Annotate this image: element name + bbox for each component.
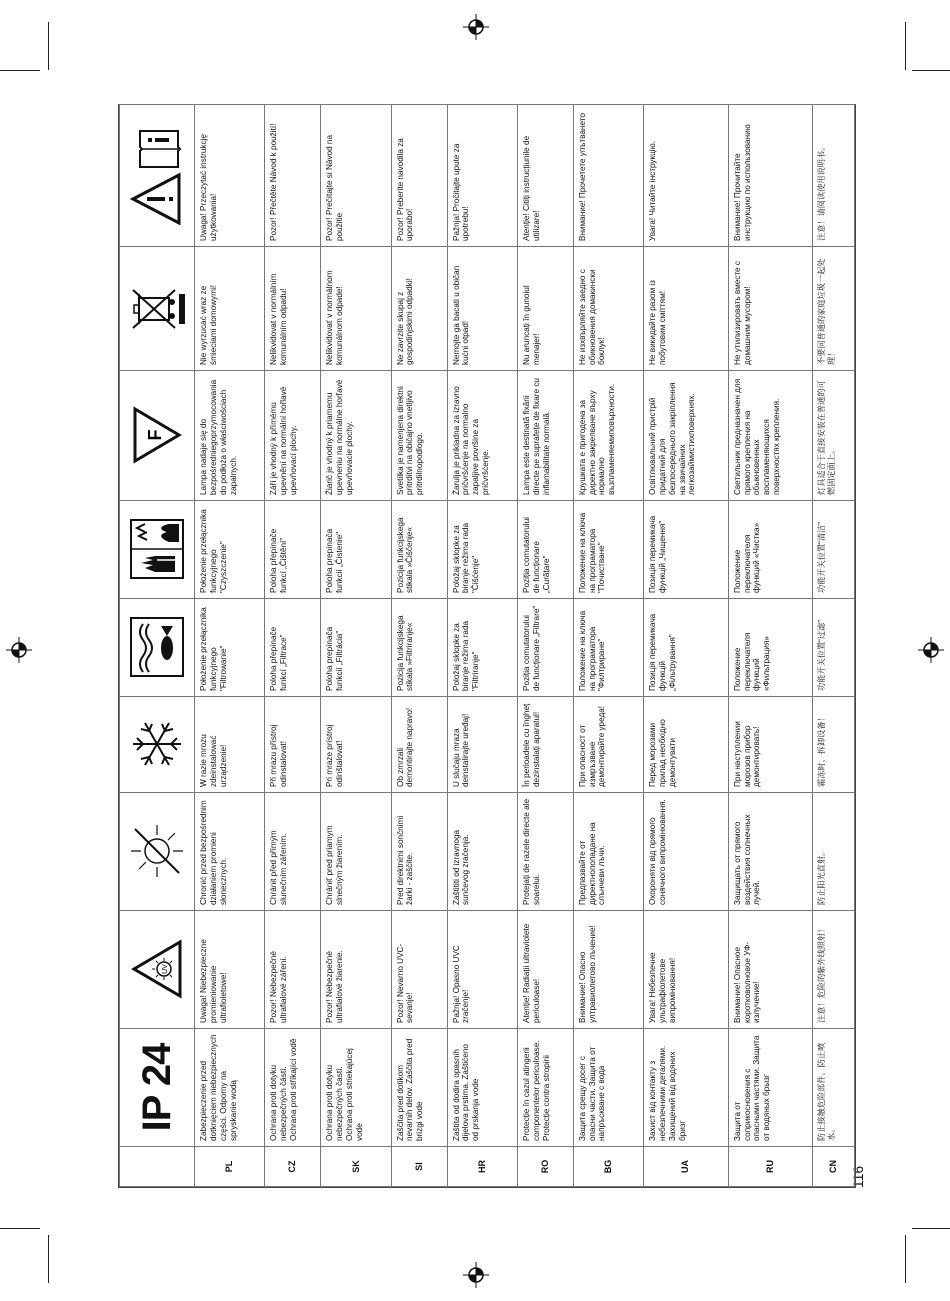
language-code: RU bbox=[728, 1147, 813, 1187]
crop-mark bbox=[0, 70, 40, 71]
header-flammable-surface bbox=[120, 371, 195, 501]
language-row-sk bbox=[321, 105, 391, 1187]
cell-clean-mode: Położenie przełącznika funkcyjnego "Czyszczenie" bbox=[195, 501, 265, 599]
cell-flammable-surface: Svetilka je namenjena direktni pritrditvi na običajno vnetljivo pritrdilnopodlogo. bbox=[391, 371, 447, 501]
registration-mark-icon bbox=[6, 637, 32, 663]
header-no-sunlight bbox=[120, 793, 195, 911]
flammable-mounting-icon bbox=[131, 406, 183, 466]
cell-filter-mode: Poloha prepínača funkcií „Filtrácia" bbox=[321, 599, 391, 697]
svg-text:UV: UV bbox=[162, 964, 169, 975]
header-filter-mode bbox=[120, 599, 195, 697]
cell-no-sunlight: Защищать от прямого воздействия солнечных лучей. bbox=[728, 793, 813, 911]
svg-text:F: F bbox=[145, 430, 165, 441]
language-code: UA bbox=[644, 1147, 729, 1187]
cell-flammable-surface: Освітлювальний пристрій придатний для безпосереднього закріплення на звичайних легкозаймистихповерхнях. bbox=[644, 371, 729, 501]
cell-clean-mode: Положение на ключа на програматора "Почистване" bbox=[573, 501, 643, 599]
cell-uv-warning: Внимание! Опасно ултравиолетово лъчение! bbox=[573, 911, 643, 1029]
cell-ip-rating: Ochrana proti dotyku nebezpečných častí. Ochrana proti striekajúcej vode bbox=[321, 1029, 391, 1147]
cell-clean-mode: Pozicija funkcijskega stikala »Čiščenje« bbox=[391, 501, 447, 599]
cell-read-manual: 注意！请阅读使用说明书。 bbox=[813, 105, 855, 247]
cell-uv-warning: Pozor! Nevarno UVC-sevanje! bbox=[391, 911, 447, 1029]
cell-ip-rating: Zaštita od dodira opasnih dijelova prstima. Zaštićeno od prskanja vode bbox=[447, 1029, 517, 1147]
cell-read-manual: Pozor! Prečítajte si Návod na použitie bbox=[321, 105, 391, 247]
cell-uv-warning: Увага! Небезпечне ультрафіолетове випромінювання! bbox=[644, 911, 729, 1029]
cell-filter-mode: Положение на ключа на програматора "Филтриране" bbox=[573, 599, 643, 697]
page-number: 116 bbox=[850, 1165, 866, 1189]
crop-mark bbox=[48, 22, 49, 70]
cell-clean-mode: Položaj sklopke za biranje režima rada "Čišćenje" bbox=[447, 501, 517, 599]
cell-ip-rating: Защита срещу досег с опасни части. Защита от напръскване с вода bbox=[573, 1029, 643, 1147]
language-code: BG bbox=[573, 1147, 643, 1187]
cell-flammable-surface: Lampa este destinată fixării directe pe suprafețe de fixare cu inflamabilitate normală. bbox=[517, 371, 573, 501]
language-row-bg bbox=[573, 105, 643, 1187]
language-code: PL bbox=[195, 1147, 265, 1187]
crop-mark bbox=[912, 70, 950, 71]
language-row-cz bbox=[265, 105, 321, 1187]
language-code: SI bbox=[391, 1147, 447, 1187]
uv-warning-icon bbox=[131, 940, 183, 1000]
cell-no-sunlight: Chrániť pred priamym slnečným žiarením. bbox=[321, 793, 391, 911]
crop-mark bbox=[912, 1228, 950, 1229]
cell-flammable-surface: Крушката е пригодена за директно закрепване върху нормално възпламеняемиповърхности. bbox=[573, 371, 643, 501]
language-row-ro bbox=[517, 105, 573, 1187]
cell-no-sunlight: Предпазвайте от директнопопадане на слънчеви лъчи. bbox=[573, 793, 643, 911]
cell-filter-mode: Позиція перемикача функцій „Фільтрування" bbox=[644, 599, 729, 697]
cell-frost: W razie mrozu zdeinstalować urządzenie! bbox=[195, 697, 265, 793]
header-uv-warning bbox=[120, 911, 195, 1029]
cell-read-manual: Pozor! Preberite navodila za uporabo! bbox=[391, 105, 447, 247]
cell-filter-mode: Положение переключателя функций «Фильтрация» bbox=[728, 599, 813, 697]
cell-read-manual: Uwaga! Przeczytać instrukcję użytkowania! bbox=[195, 105, 265, 247]
cell-flammable-surface: Светильник предназначен для прямого крепления на обыкновенных воспламеняющихся поверхностях крепления. bbox=[728, 371, 813, 501]
cell-clean-mode: 功能开关位置“清洁” bbox=[813, 501, 855, 599]
language-code: RO bbox=[517, 1147, 573, 1187]
snowflake-icon bbox=[129, 717, 185, 773]
language-code: CN bbox=[813, 1147, 855, 1187]
cell-ip-rating: Protecție în cazul atingerii componentelor periculoase. Protecție contra stropirii bbox=[517, 1029, 573, 1147]
cell-read-manual: Увага! Читайте інструкцію. bbox=[644, 105, 729, 247]
cell-filter-mode: Položaj sklopke za biranje režima rada "Filtriranje" bbox=[447, 599, 517, 697]
cell-no-sunlight: Chránit před přímým slunečním zářením. bbox=[265, 793, 321, 911]
warning-manual-icon bbox=[130, 126, 184, 226]
cell-frost: Перед морозами прилад необхідно демонтувати bbox=[644, 697, 729, 793]
cell-uv-warning: Uwaga! Niebezpieczne promieniowanie ultrafioletowe! bbox=[195, 911, 265, 1029]
language-row-cn bbox=[813, 105, 855, 1187]
cell-frost: При опасност от измръзване демонтирайте уреда! bbox=[573, 697, 643, 793]
cell-disposal: Не викидайте разом із побутовим сміттям! bbox=[644, 247, 729, 371]
cell-disposal: Не утилизировать вместе с домашним мусором! bbox=[728, 247, 813, 371]
cell-clean-mode: Позиція перемикача функцій „Чищення" bbox=[644, 501, 729, 599]
sun-crossed-icon bbox=[127, 822, 187, 882]
header-clean-mode bbox=[120, 501, 195, 599]
language-row-si bbox=[391, 105, 447, 1187]
clean-hands-icon bbox=[129, 519, 185, 581]
cell-disposal: Nemojte ga bacati u običan kućni otpad! bbox=[447, 247, 517, 371]
registration-mark-icon bbox=[918, 637, 944, 663]
cell-frost: U slučaju mraza deinstalirajte uređaj! bbox=[447, 697, 517, 793]
cell-flammable-surface: Žiarič je vhodný k priamemu upevneniu na normálne horľavé upevňovacie plochy. bbox=[321, 371, 391, 501]
ip-rating-label: IP 24 bbox=[135, 1043, 179, 1132]
cell-frost: При наступлении морозов прибор демонтировать! bbox=[728, 697, 813, 793]
registration-mark-icon bbox=[463, 1262, 489, 1288]
language-code: CZ bbox=[265, 1147, 321, 1187]
cell-flammable-surface: Žarulja je prikladna za izravno pričvršćenje na normalno zapaljive površine za pričvršćenje. bbox=[447, 371, 517, 501]
cell-disposal: Не изхвърляйте заедно с обикновения домакински боклук! bbox=[573, 247, 643, 371]
crossed-bin-icon bbox=[127, 283, 187, 335]
cell-no-sunlight: Охороняти від прямого сонячного випромінювання. bbox=[644, 793, 729, 911]
cell-flammable-surface: Září je vhodný k přímému upevnění na normální hořlavé upevňovací plochy. bbox=[265, 371, 321, 501]
cell-uv-warning: 注意！危险的紫外线照射！ bbox=[813, 911, 855, 1029]
cell-filter-mode: Poziția comutatorului de funcționare „Filtrare" bbox=[517, 599, 573, 697]
header-empty bbox=[120, 1147, 195, 1187]
header-read-manual bbox=[120, 105, 195, 247]
cell-no-sunlight: Chronić przed bezpośrednim działaniem promieni słonecznych. bbox=[195, 793, 265, 911]
header-ip-rating bbox=[120, 1029, 195, 1147]
symbol-table bbox=[118, 104, 856, 1188]
cell-ip-rating: Защита от соприкосновения с опасными частями. Защита от водяных брызг bbox=[728, 1029, 813, 1147]
cell-flammable-surface: 灯具适合于直接安装在普通的可燃固定面上。 bbox=[813, 371, 855, 501]
cell-ip-rating: 防止接触危险部件。防止喷水。 bbox=[813, 1029, 855, 1147]
cell-uv-warning: Внимание! Опасное коротковолновое УФ-излучение! bbox=[728, 911, 813, 1029]
crop-mark bbox=[905, 22, 906, 70]
cell-no-sunlight: Zaštititi od izravnoga sunčevog zračenja. bbox=[447, 793, 517, 911]
header-row bbox=[120, 105, 195, 1187]
crop-mark bbox=[0, 1228, 40, 1229]
cell-read-manual: Pozor! Přečtěte Návod k použití! bbox=[265, 105, 321, 247]
cell-ip-rating: Ochrana proti dotyku nebezpečných částí. Ochrana proti stříkající vodě bbox=[265, 1029, 321, 1147]
language-row-pl bbox=[195, 105, 265, 1187]
cell-frost: În perioadele cu îngheț dezinstalați aparatul! bbox=[517, 697, 573, 793]
cell-uv-warning: Pozor! Nebezpečné ultrafialové záření. bbox=[265, 911, 321, 1029]
cell-disposal: Nu aruncați în gunoiul menajer! bbox=[517, 247, 573, 371]
crop-mark bbox=[48, 1235, 49, 1283]
cell-clean-mode: Poloha přepínače funkcí „Čištění" bbox=[265, 501, 321, 599]
cell-disposal: Nelikvidovat v normálním komunálním odpadu! bbox=[265, 247, 321, 371]
registration-mark-icon bbox=[463, 14, 489, 40]
cell-filter-mode: Poloha přepínače funkcí „Filtrace" bbox=[265, 599, 321, 697]
cell-read-manual: Atenție! Citiți instrucțiunile de utilizare! bbox=[517, 105, 573, 247]
cell-ip-rating: Zaščita pred dotikom nevarnih delov. Zaščita pred brizgi vode bbox=[391, 1029, 447, 1147]
header-disposal bbox=[120, 247, 195, 371]
cell-uv-warning: Pozor! Nebezpečné ultrafialové žiarenie. bbox=[321, 911, 391, 1029]
cell-clean-mode: Poziția comutatorului de funcționare „Curățare" bbox=[517, 501, 573, 599]
cell-filter-mode: Pozicija funkcijskega stikala »Filtriranje« bbox=[391, 599, 447, 697]
cell-disposal: Nie wyrzucać wraz ze śmieciami domowymi! bbox=[195, 247, 265, 371]
cell-frost: Ob zmrzali demontirajte napravo! bbox=[391, 697, 447, 793]
cell-uv-warning: Pažnja! Opasno UVC zračenje! bbox=[447, 911, 517, 1029]
cell-frost: Při mrazu přístroj odinstalovat! bbox=[265, 697, 321, 793]
language-row-hr bbox=[447, 105, 517, 1187]
language-row-ru bbox=[728, 105, 813, 1187]
filter-fish-icon bbox=[129, 617, 185, 679]
cell-disposal: 不要同普通的家庭垃圾一起处理！ bbox=[813, 247, 855, 371]
cell-clean-mode: Положение переключателя функций «Чистка» bbox=[728, 501, 813, 599]
crop-mark bbox=[905, 1235, 906, 1283]
cell-read-manual: Pažnja! Pročitajte upute za upotrebu! bbox=[447, 105, 517, 247]
cell-uv-warning: Atenție! Radiații ultraviolete periculoase! bbox=[517, 911, 573, 1029]
language-code: HR bbox=[447, 1147, 517, 1187]
cell-read-manual: Внимание! Прочетете упътването bbox=[573, 105, 643, 247]
cell-disposal: Nelikvidovať v normálnom komunálnom odpade! bbox=[321, 247, 391, 371]
cell-no-sunlight: Protejați de razele directe ale soarelui. bbox=[517, 793, 573, 911]
cell-ip-rating: Zabezpieczenie przed dotknięciem niebezpiecznych części. Odporny na spryskanie wodą bbox=[195, 1029, 265, 1147]
cell-filter-mode: Położenie przełącznika funkcyjnego "Filtrowanie" bbox=[195, 599, 265, 697]
cell-clean-mode: Poloha prepínača funkcií „Čistenie" bbox=[321, 501, 391, 599]
cell-no-sunlight: 防止阳光直射。 bbox=[813, 793, 855, 911]
cell-ip-rating: Захист від контакту з небезпечними деталями. Захищений від водяних бризг bbox=[644, 1029, 729, 1147]
language-row-ua bbox=[644, 105, 729, 1187]
cell-read-manual: Внимание! Прочитайте инструкцию по использованию bbox=[728, 105, 813, 247]
cell-no-sunlight: Pred direktnimi sončnimi žarki - zaščite. bbox=[391, 793, 447, 911]
language-code: SK bbox=[321, 1147, 391, 1187]
header-frost bbox=[120, 697, 195, 793]
cell-filter-mode: 功能开关位置“过滤” bbox=[813, 599, 855, 697]
cell-flammable-surface: Lampa nadaje się do bezpośredniegoprzymocowania do podłoża o właściwościach zapalnych. bbox=[195, 371, 265, 501]
cell-disposal: Ne zavrzite skupaj z gospodinjskimi odpadki! bbox=[391, 247, 447, 371]
cell-frost: 霜冻时，拆卸设备！ bbox=[813, 697, 855, 793]
cell-frost: Pri mraze prístroj odinštalovať! bbox=[321, 697, 391, 793]
